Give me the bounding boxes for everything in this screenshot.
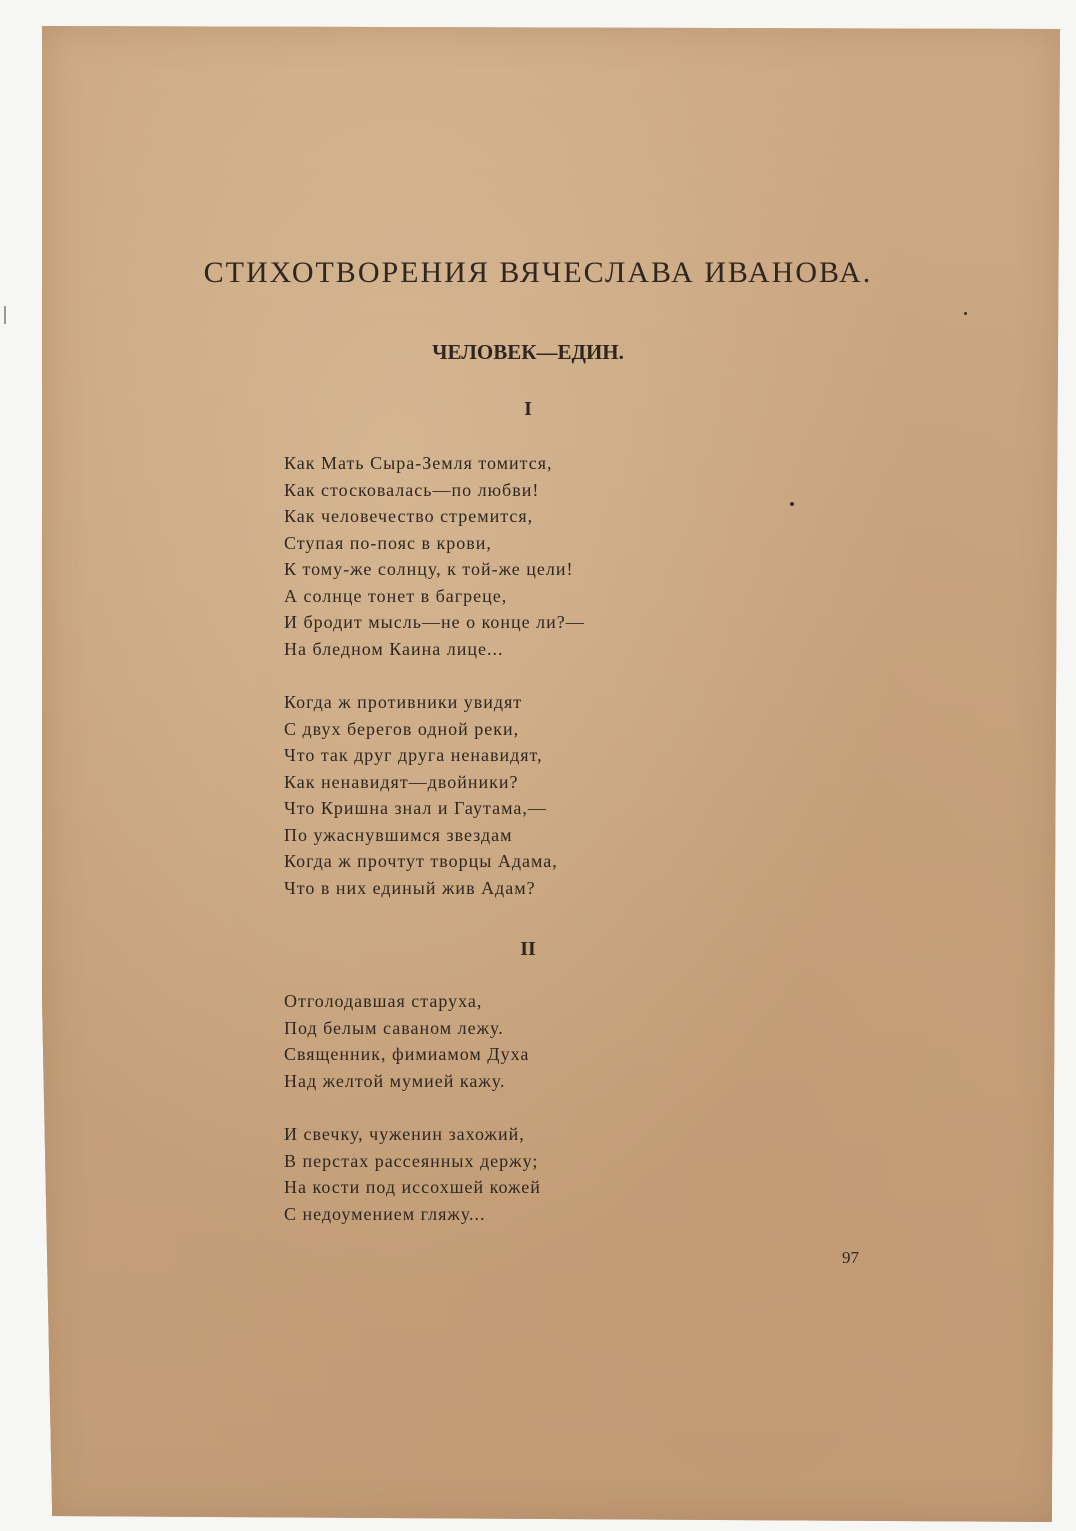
- verse-line: С двух берегов одной реки,: [284, 718, 520, 739]
- verse-line: К тому-же солнцу, к той-же цели!: [284, 559, 574, 579]
- verse-line: В перстах рассеянных держу;: [284, 1150, 539, 1171]
- verse-line: Что в них единый жив Адам?: [284, 877, 536, 898]
- verse-line: С недоумением гляжу...: [284, 1203, 486, 1224]
- section-number-1: I: [524, 398, 532, 420]
- verse-line: Когда ж противники увидят: [284, 692, 523, 712]
- verse-line: Когда ж прочтут творцы Адама,: [284, 851, 558, 871]
- stanza-4: [284, 1121, 541, 1227]
- verse-line: Что Кришна знал и Гаутама,—: [284, 798, 547, 818]
- paper-speck: [790, 502, 794, 506]
- verse-line: А солнце тонет в багреце,: [284, 585, 508, 606]
- verse-line: Как ненавидят—двойники?: [284, 771, 519, 792]
- poem-title: ЧЕЛОВЕК—ЕДИН.: [432, 340, 624, 364]
- page-number: 97: [842, 1248, 859, 1267]
- scan-edge-mark: [4, 306, 6, 324]
- verse-line: Как стосковалась—по любви!: [284, 479, 540, 500]
- section-number-2: II: [520, 938, 536, 960]
- verse-line: Под белым саваном лежу.: [284, 1017, 504, 1038]
- stanza-2: [284, 689, 558, 901]
- verse-line: Ступая по-пояс в крови,: [284, 532, 492, 553]
- paper-speck: [964, 312, 967, 315]
- verse-line: По ужаснувшимся звездам: [284, 824, 513, 845]
- verse-line: И бродит мысль—не о конце ли?—: [284, 612, 585, 632]
- verse-line: Над желтой мумией кажу.: [284, 1070, 506, 1091]
- stanza-1: [284, 450, 585, 662]
- verse-line: На кости под иссохшей кожей: [284, 1177, 541, 1197]
- stanza-3: [284, 988, 529, 1094]
- page-title: СТИХОТВОРЕНИЯ ВЯЧЕСЛАВА ИВАНОВА.: [203, 256, 873, 289]
- verse-line: Священник, фимиамом Духа: [284, 1044, 530, 1064]
- verse-line: Как Мать Сыра-Земля томится,: [284, 453, 553, 473]
- verse-line: Отголодавшая старуха,: [284, 991, 483, 1011]
- verse-line: Как человечество стремится,: [284, 506, 534, 526]
- verse-line: И свечку, чуженин захожий,: [284, 1124, 525, 1144]
- verse-line: Что так друг друга ненавидят,: [284, 745, 543, 765]
- verse-line: На бледном Каина лице...: [284, 638, 504, 659]
